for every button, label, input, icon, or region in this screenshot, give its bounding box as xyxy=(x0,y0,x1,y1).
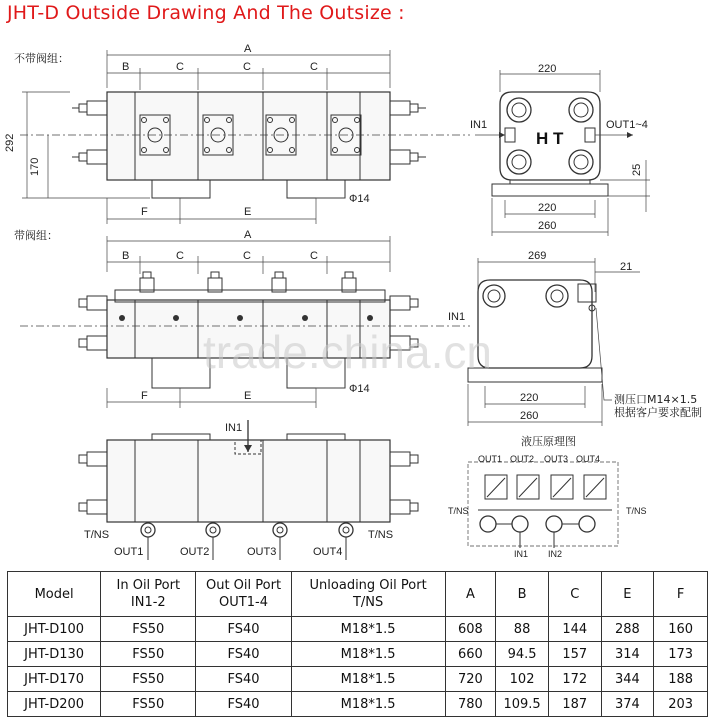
dim-a-mid xyxy=(107,229,390,274)
svg-text:220: 220 xyxy=(520,392,539,404)
cell-model: JHT-D130 xyxy=(8,642,101,667)
spec-table xyxy=(7,571,708,717)
cell-in: FS50 xyxy=(101,617,196,642)
cell-in: FS50 xyxy=(101,667,196,692)
pump-body-bottom xyxy=(79,420,418,560)
svg-text:269: 269 xyxy=(528,250,547,262)
side-view-top xyxy=(470,63,650,236)
svg-text:260: 260 xyxy=(520,410,539,422)
cell-in: FS50 xyxy=(101,642,196,667)
svg-text:B: B xyxy=(122,61,130,73)
svg-text:根据客户要求配制: 根据客户要求配制 xyxy=(614,406,702,419)
hydraulic-schematic xyxy=(448,434,647,559)
page-title: JHT-D Outside Drawing And The Outsize : xyxy=(7,2,405,24)
cell-a: 720 xyxy=(445,667,496,692)
svg-text:21: 21 xyxy=(620,261,633,273)
svg-text:OUT1~4: OUT1~4 xyxy=(606,119,648,131)
svg-text:292: 292 xyxy=(4,133,16,152)
col-in-oil-port: In Oil Port IN1-2 xyxy=(101,572,196,617)
svg-text:OUT2: OUT2 xyxy=(510,454,535,464)
cell-e: 344 xyxy=(601,667,654,692)
svg-text:C: C xyxy=(310,250,318,262)
cell-unloading: M18*1.5 xyxy=(291,642,445,667)
cell-e: 374 xyxy=(601,692,654,717)
col-model: Model xyxy=(8,572,101,617)
col-out-oil-port: Out Oil Port OUT1-4 xyxy=(196,572,291,617)
svg-text:IN1: IN1 xyxy=(470,119,488,131)
cell-f: 203 xyxy=(654,692,708,717)
col-c: C xyxy=(548,572,601,617)
cell-e: 288 xyxy=(601,617,654,642)
svg-text:T/NS: T/NS xyxy=(626,506,647,516)
svg-text:F: F xyxy=(141,206,148,218)
svg-text:H T: H T xyxy=(536,129,564,148)
cell-out: FS40 xyxy=(196,642,291,667)
svg-text:OUT4: OUT4 xyxy=(313,546,343,558)
table-row xyxy=(8,617,708,642)
label-no-valve: 不带阀组： xyxy=(14,52,69,65)
cell-model: JHT-D200 xyxy=(8,692,101,717)
dim-bc-top xyxy=(107,61,390,90)
svg-text:T/NS: T/NS xyxy=(448,506,469,516)
cell-in: FS50 xyxy=(101,692,196,717)
svg-text:IN1: IN1 xyxy=(225,422,243,434)
cell-b: 88 xyxy=(496,617,549,642)
svg-text:260: 260 xyxy=(538,220,557,232)
table-row xyxy=(8,692,708,717)
svg-text:IN2: IN2 xyxy=(548,549,563,559)
svg-text:IN1: IN1 xyxy=(514,549,529,559)
svg-text:E: E xyxy=(244,390,252,402)
svg-text:IN1: IN1 xyxy=(448,311,466,323)
col-b: B xyxy=(496,572,549,617)
table-row xyxy=(8,667,708,692)
cell-out: FS40 xyxy=(196,667,291,692)
svg-text:T/NS: T/NS xyxy=(368,529,394,541)
svg-text:T/NS: T/NS xyxy=(84,529,110,541)
svg-text:OUT1: OUT1 xyxy=(114,546,144,558)
svg-text:F: F xyxy=(141,390,148,402)
cell-c: 157 xyxy=(548,642,601,667)
svg-text:C: C xyxy=(243,61,251,73)
cell-out: FS40 xyxy=(196,692,291,717)
cell-a: 780 xyxy=(445,692,496,717)
svg-text:OUT3: OUT3 xyxy=(544,454,569,464)
svg-text:OUT1: OUT1 xyxy=(478,454,503,464)
svg-text:170: 170 xyxy=(29,157,41,176)
cell-f: 188 xyxy=(654,667,708,692)
label-with-valve: 带阀组： xyxy=(14,229,58,242)
cell-model: JHT-D170 xyxy=(8,667,101,692)
cell-unloading: M18*1.5 xyxy=(291,667,445,692)
cell-b: 94.5 xyxy=(496,642,549,667)
pump-body-front xyxy=(20,92,470,198)
cell-model: JHT-D100 xyxy=(8,617,101,642)
svg-text:测压口M14×1.5: 测压口M14×1.5 xyxy=(614,393,698,406)
cell-out: FS40 xyxy=(196,617,291,642)
svg-text:Ф14: Ф14 xyxy=(349,383,370,395)
svg-text:A: A xyxy=(244,43,252,55)
svg-text:OUT4: OUT4 xyxy=(576,454,601,464)
cell-c: 172 xyxy=(548,667,601,692)
dim-fe-mid xyxy=(107,383,370,408)
cell-unloading: M18*1.5 xyxy=(291,617,445,642)
col-unloading-oil-port: Unloading Oil Port T/NS xyxy=(291,572,445,617)
svg-text:E: E xyxy=(244,206,252,218)
cell-f: 160 xyxy=(654,617,708,642)
svg-text:Ф14: Ф14 xyxy=(349,193,370,205)
cell-b: 102 xyxy=(496,667,549,692)
cell-a: 608 xyxy=(445,617,496,642)
svg-text:A: A xyxy=(244,229,252,241)
table-row xyxy=(8,642,708,667)
cell-e: 314 xyxy=(601,642,654,667)
svg-text:220: 220 xyxy=(538,63,557,75)
col-e: E xyxy=(601,572,654,617)
svg-text:C: C xyxy=(176,61,184,73)
cell-c: 144 xyxy=(548,617,601,642)
svg-text:220: 220 xyxy=(538,202,557,214)
svg-text:OUT2: OUT2 xyxy=(180,546,210,558)
svg-text:C: C xyxy=(243,250,251,262)
col-a: A xyxy=(445,572,496,617)
cell-c: 187 xyxy=(548,692,601,717)
svg-text:液压原理图: 液压原理图 xyxy=(521,435,576,448)
svg-text:OUT3: OUT3 xyxy=(247,546,277,558)
svg-text:25: 25 xyxy=(631,163,643,176)
table-header-row xyxy=(8,572,708,617)
cell-a: 660 xyxy=(445,642,496,667)
svg-text:C: C xyxy=(176,250,184,262)
cell-unloading: M18*1.5 xyxy=(291,692,445,717)
svg-text:B: B xyxy=(122,250,130,262)
cell-f: 173 xyxy=(654,642,708,667)
svg-text:C: C xyxy=(310,61,318,73)
watermark: trade.china.cn xyxy=(203,326,492,378)
cell-b: 109.5 xyxy=(496,692,549,717)
col-f: F xyxy=(654,572,708,617)
